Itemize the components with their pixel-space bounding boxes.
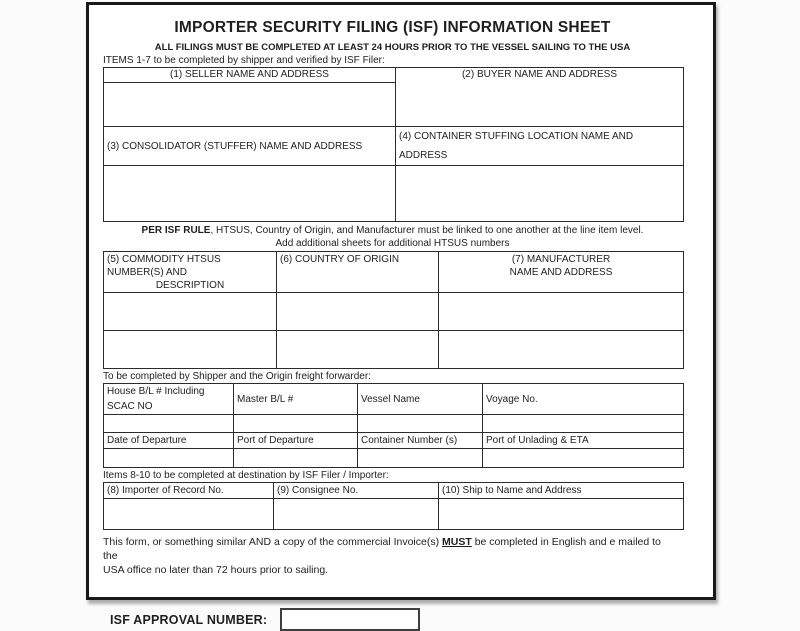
destination-section-instruction: Items 8-10 to be completed at destination by ISF Filer / Importer: — [103, 470, 389, 481]
port-of-unlading-header: Port of Unlading & ETA — [483, 433, 684, 449]
house-bl-fill-cell[interactable] — [104, 415, 234, 433]
table-row — [104, 127, 684, 166]
buyer-fill-area[interactable] — [396, 83, 683, 126]
consignee-no-fill-cell[interactable] — [274, 499, 439, 530]
consolidator-fill-area[interactable] — [104, 166, 396, 222]
container-number-header: Container Number (s) — [358, 433, 483, 449]
table-row — [104, 384, 684, 415]
note-line2: USA office no later than 72 hours prior to sailing. — [103, 564, 329, 576]
table-row — [104, 252, 684, 293]
consignee-no-header: (9) Consignee No. — [274, 483, 439, 499]
isf-approval-label: ISF APPROVAL NUMBER: — [110, 612, 268, 627]
email-requirement-note — [103, 535, 663, 577]
isf-rule-note — [103, 225, 682, 237]
rule-note-text: , HTSUS, Country of Origin, and Manufacturer must be linked to one another at the line item level. — [210, 225, 644, 236]
page-subtitle: ALL FILINGS MUST BE COMPLETED AT LEAST 24 HOURS PRIOR TO THE VESSEL SAILING TO THE USA — [154, 42, 631, 53]
destination-table — [103, 482, 684, 530]
origin-fill-cell[interactable] — [277, 293, 439, 331]
table-row — [104, 433, 684, 449]
ship-to-fill-cell[interactable] — [439, 499, 684, 530]
port-of-unlading-fill-cell[interactable] — [483, 449, 684, 468]
table-row — [104, 499, 684, 530]
htsus-fill-cell[interactable] — [104, 331, 277, 369]
table-row — [104, 331, 684, 369]
buyer-name-header: (2) BUYER NAME AND ADDRESS — [461, 69, 618, 80]
stuffing-location-header: (4) CONTAINER STUFFING LOCATION NAME AND ADDRESS — [396, 127, 684, 166]
table-row — [104, 166, 684, 222]
voyage-no-fill-cell[interactable] — [483, 415, 684, 433]
table-row — [104, 449, 684, 468]
manufacturer-fill-cell[interactable] — [439, 293, 684, 331]
htsus-table — [103, 251, 684, 369]
importer-record-header: (8) Importer of Record No. — [104, 483, 274, 499]
items-1-7-instruction: ITEMS 1-7 to be completed by shipper and verified by ISF Filer: — [103, 55, 385, 66]
isf-approval-section — [110, 608, 713, 631]
note-must: MUST — [442, 536, 472, 548]
master-bl-header: Master B/L # — [234, 384, 358, 415]
seller-fill-area[interactable] — [104, 83, 395, 126]
container-number-fill-cell[interactable] — [358, 449, 483, 468]
isf-approval-number-input[interactable] — [280, 608, 420, 631]
table-row — [104, 415, 684, 433]
page-title: IMPORTER SECURITY FILING (ISF) INFORMATION SHEET — [174, 19, 611, 36]
seller-cell — [104, 68, 396, 127]
importer-record-fill-cell[interactable] — [104, 499, 274, 530]
port-of-departure-header: Port of Departure — [234, 433, 358, 449]
voyage-no-header: Voyage No. — [483, 384, 684, 415]
stuffing-location-fill-area[interactable] — [396, 166, 684, 222]
manufacturer-fill-cell[interactable] — [439, 331, 684, 369]
isf-form-sheet — [86, 2, 716, 627]
additional-sheets-note: Add additional sheets for additional HTSUS numbers — [275, 237, 510, 249]
htsus-fill-cell[interactable] — [104, 293, 277, 331]
ship-to-header: (10) Ship to Name and Address — [439, 483, 684, 499]
note-part2: be completed in English and e mailed to the — [103, 536, 661, 562]
table-row — [104, 293, 684, 331]
commodity-htsus-header: (5) COMMODITY HTSUS NUMBER(S) AND DESCRIPTION — [104, 252, 277, 293]
vessel-name-header: Vessel Name — [358, 384, 483, 415]
house-bl-header: House B/L # Including SCAC NO — [104, 384, 234, 415]
date-of-departure-fill-cell[interactable] — [104, 449, 234, 468]
parties-table — [103, 67, 684, 222]
manufacturer-header: (7) MANUFACTURER NAME AND ADDRESS — [439, 252, 684, 293]
seller-name-header: (1) SELLER NAME AND ADDRESS — [104, 68, 395, 83]
rule-note-bold: PER ISF RULE — [141, 225, 211, 236]
vessel-name-fill-cell[interactable] — [358, 415, 483, 433]
buyer-cell — [396, 68, 684, 127]
date-of-departure-header: Date of Departure — [104, 433, 234, 449]
table-row — [104, 483, 684, 499]
shipper-section-instruction: To be completed by Shipper and the Origin freight forwarder: — [103, 371, 371, 382]
port-of-departure-fill-cell[interactable] — [234, 449, 358, 468]
shipping-details-table — [103, 383, 684, 468]
origin-fill-cell[interactable] — [277, 331, 439, 369]
country-of-origin-header: (6) COUNTRY OF ORIGIN — [277, 252, 439, 293]
note-part1: This form, or something similar AND a copy of the commercial Invoice(s) — [103, 536, 443, 548]
table-row — [104, 68, 684, 127]
master-bl-fill-cell[interactable] — [234, 415, 358, 433]
consolidator-header: (3) CONSOLIDATOR (STUFFER) NAME AND ADDRESS — [104, 127, 396, 166]
